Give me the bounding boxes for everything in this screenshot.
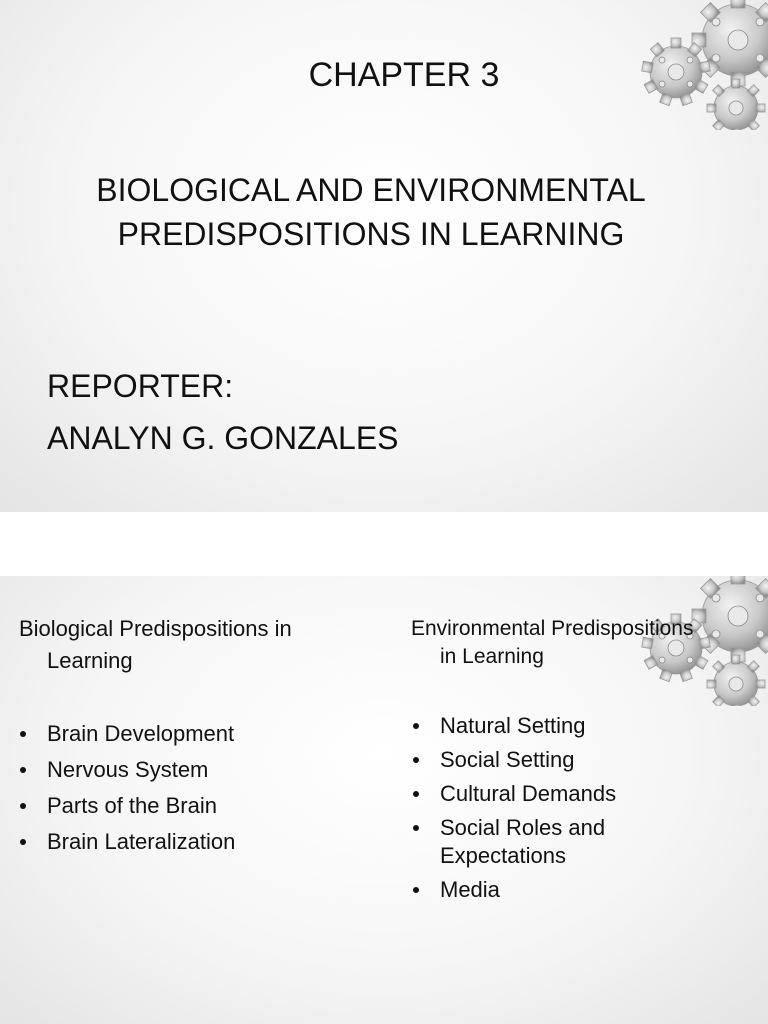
right-heading-line-1: Environmental Predispositions bbox=[411, 617, 694, 640]
content-slide bbox=[0, 576, 768, 1024]
slide-separator bbox=[0, 512, 768, 576]
left-heading-line-1: Biological Predispositions in bbox=[19, 616, 292, 641]
list-item bbox=[411, 712, 616, 740]
slide-title-line-1: BIOLOGICAL AND ENVIRONMENTAL bbox=[96, 172, 646, 208]
list-item bbox=[411, 876, 616, 904]
list-item bbox=[411, 780, 616, 808]
list-item-text: Social Setting bbox=[440, 747, 575, 772]
list-item: Nervous System bbox=[18, 756, 235, 784]
list-item-text: Media bbox=[440, 877, 500, 902]
list-item-text: Expectations bbox=[440, 843, 566, 868]
right-heading-line-2: in Learning bbox=[440, 645, 544, 668]
list-item: Parts of the Brain bbox=[18, 792, 235, 820]
left-heading-line-2: Learning bbox=[47, 648, 133, 673]
list-item bbox=[411, 814, 616, 870]
slide-title-line-2: PREDISPOSITIONS IN LEARNING bbox=[117, 216, 625, 252]
list-item: Brain Development bbox=[18, 720, 235, 748]
chapter-label: CHAPTER 3 bbox=[308, 56, 500, 94]
left-bullet-list bbox=[18, 720, 235, 856]
reporter-name: ANALYN G. GONZALES bbox=[47, 420, 399, 456]
list-item-text: Natural Setting bbox=[440, 713, 586, 738]
right-bullet-list bbox=[411, 712, 616, 904]
list-item-text: Cultural Demands bbox=[440, 781, 617, 806]
list-item: Brain Lateralization bbox=[18, 828, 235, 856]
reporter-label: REPORTER: bbox=[47, 368, 234, 404]
list-item bbox=[411, 746, 616, 774]
list-item-text: Social Roles and bbox=[440, 815, 606, 840]
